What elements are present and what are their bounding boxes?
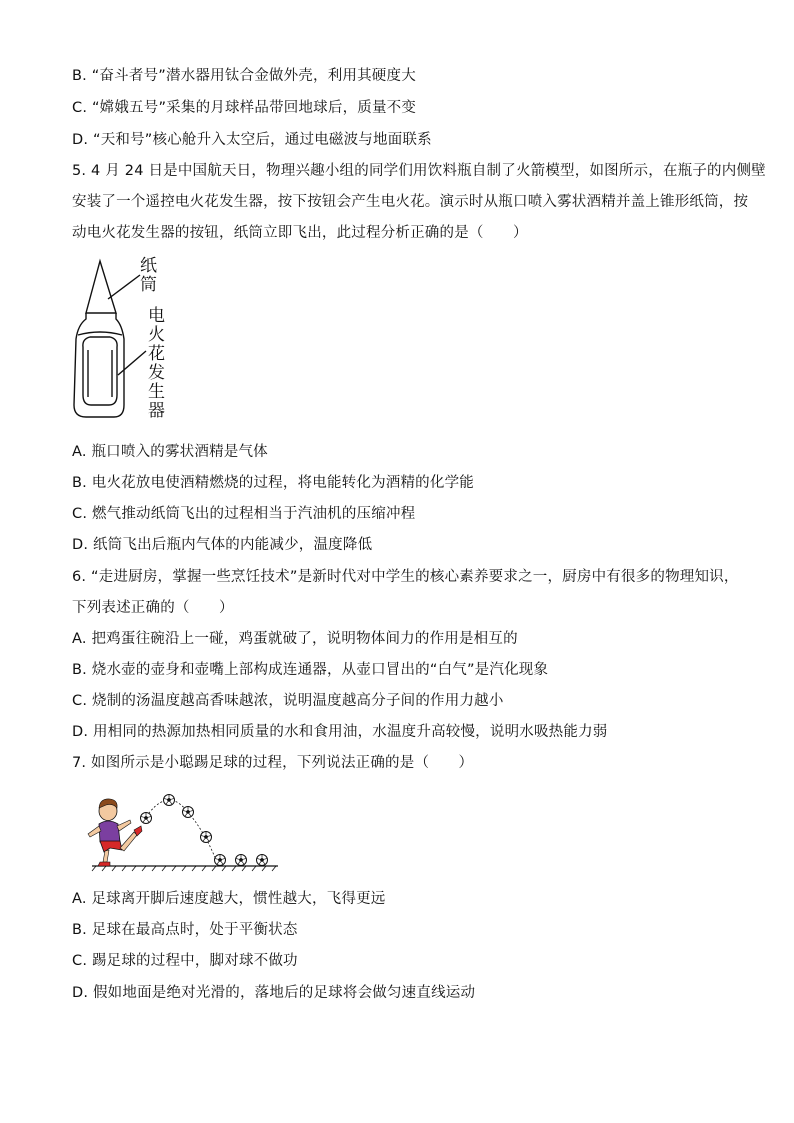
q6-option-a: A. 把鸡蛋往碗沿上一碰，鸡蛋就破了，说明物体间力的作用是相互的 — [72, 631, 518, 647]
q4-option-d: D. “天和号”核心舱升入太空后，通过电磁波与地面联系 — [72, 132, 432, 148]
q6-option-c: C. 烧制的汤温度越高香味越浓，说明温度越高分子间的作用力越小 — [72, 693, 504, 709]
q4-option-c: C. “嫦娥五号”采集的月球样品带回地球后，质量不变 — [72, 100, 417, 116]
q5-stem-line-3: 动电火花发生器的按钮，纸筒立即飞出，此过程分析正确的是（ ） — [72, 225, 528, 241]
igniter-leader-line — [118, 351, 146, 375]
soccer-kick-drawing — [86, 790, 282, 874]
q5-stem-line-1: 5. 4 月 24 日是中国航天日，物理兴趣小组的同学们用饮料瓶自制了火箭模型，如图所示，在瓶子的内侧壁 — [72, 163, 766, 179]
q5-stem-line-2: 安装了一个遥控电火花发生器，按下按钮会产生电火花。演示时从瓶口喷入雾状酒精并盖上锥形纸筒，按 — [72, 194, 749, 210]
ball-4 — [201, 832, 212, 843]
q7-stem-line-1: 7. 如图所示是小聪踢足球的过程，下列说法正确的是（ ） — [72, 755, 474, 771]
q6-stem-line-2: 下列表述正确的（ ） — [72, 600, 234, 616]
q6-stem-line-1: 6. “走进厨房，掌握一些烹饪技术”是新时代对中学生的核心素养要求之一，厨房中有很多的物理知识， — [72, 569, 739, 585]
ball-3 — [183, 807, 194, 818]
ball-trajectory — [144, 800, 216, 860]
q7-option-b: B. 足球在最高点时，处于平衡状态 — [72, 922, 298, 938]
q5-option-c: C. 燃气推动纸筒飞出的过程相当于汽油机的压缩冲程 — [72, 506, 416, 522]
cone-leader-line — [108, 275, 140, 299]
paper-cone — [86, 261, 116, 313]
ball-5 — [215, 855, 226, 866]
boy-kicker — [88, 799, 142, 866]
ball-2 — [164, 795, 175, 806]
label-paper-tube: 纸 筒 — [140, 256, 157, 295]
soccer-kick-figure — [86, 790, 282, 874]
q7-option-c: C. 踢足球的过程中，脚对球不做功 — [72, 953, 298, 969]
label-spark-generator: 电 火 花 发 生 器 — [148, 306, 165, 421]
q5-option-a: A. 瓶口喷入的雾状酒精是气体 — [72, 444, 268, 460]
q7-option-a: A. 足球离开脚后速度越大，惯性越大，飞得更远 — [72, 891, 386, 907]
q7-option-d: D. 假如地面是绝对光滑的，落地后的足球将会做匀速直线运动 — [72, 985, 476, 1001]
q5-option-b: B. 电火花放电使酒精燃烧的过程，将电能转化为酒精的化学能 — [72, 475, 474, 491]
ball-7 — [257, 855, 268, 866]
rocket-bottle-drawing — [66, 255, 186, 430]
rocket-bottle-figure — [66, 255, 186, 430]
ball-6 — [236, 855, 247, 866]
q6-option-b: B. 烧水壶的壶身和壶嘴上部构成连通器，从壶口冒出的“白气”是汽化现象 — [72, 662, 549, 678]
q5-option-d: D. 纸筒飞出后瓶内气体的内能减少，温度降低 — [72, 537, 373, 553]
q6-option-d: D. 用相同的热源加热相同质量的水和食用油，水温度升高较慢，说明水吸热能力弱 — [72, 724, 608, 740]
q4-option-b: B. “奋斗者号”潜水器用钛合金做外壳，利用其硬度大 — [72, 68, 416, 84]
ball-1 — [141, 813, 152, 824]
